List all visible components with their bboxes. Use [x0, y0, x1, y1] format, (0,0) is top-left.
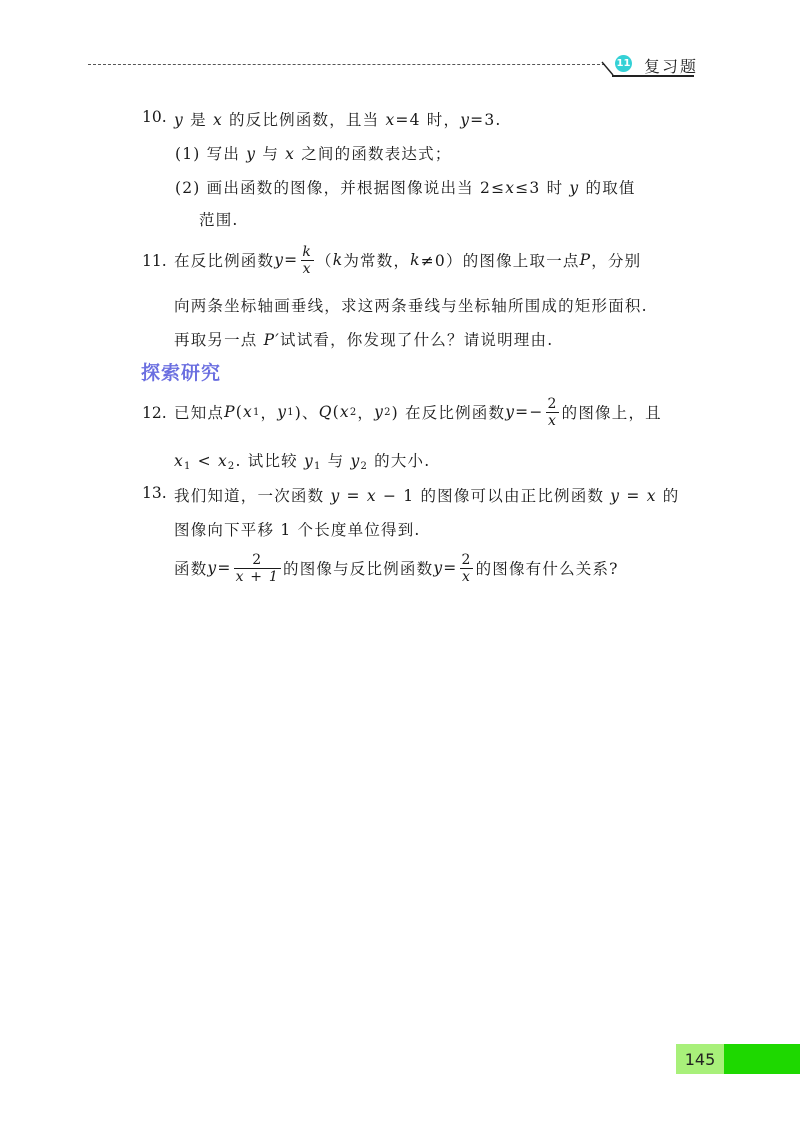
- problem-11-line-2: 向两条坐标轴画垂线，求这两条垂线与坐标轴所围成的矩形面积.: [174, 297, 648, 315]
- fraction-2-over-x-b: $\frac{2}{x}$: [461, 551, 472, 585]
- problem-13-line-1: 我们知道，一次函数 y = x − 1 的图像可以由正比例函数 y = x 的: [174, 487, 680, 505]
- problem-11-number: 11.: [142, 252, 167, 270]
- page-number: 145: [676, 1044, 724, 1074]
- problem-10-number: 10.: [142, 108, 167, 126]
- chapter-number-badge: 11: [615, 55, 632, 72]
- problem-12-line-2: $x_1 < x_2$. 试比较 $y_1$ 与 $y_2$ 的大小.: [174, 452, 431, 472]
- page-header: [0, 0, 800, 90]
- fraction-k-over-x: $\frac{k}{x}$: [302, 243, 313, 277]
- problem-13-line-3: 函数 y = $\frac{2}{x + 1}$ 的图像与反比例函数 y = $\frac{2}{x}$ 的图像有什么关系?: [174, 551, 619, 585]
- problem-13-line-2: 图像向下平移 1 个长度单位得到.: [174, 521, 421, 539]
- section-title: 探索研究: [141, 362, 222, 384]
- problem-12-number: 12.: [142, 404, 167, 422]
- chapter-title: 复习题: [644, 57, 699, 76]
- problem-10-stem: y 是 x 的反比例函数，且当 x=4 时，y=3.: [174, 111, 502, 129]
- problem-11-line-1: 在反比例函数 y = $\frac{k}{x}$ （ k 为常数， k ≠0）的图像上取一点 P ，分别: [174, 243, 642, 277]
- problem-12-line-1: 已知点 P ( x 1 ， y 1 )、 Q ( x 2 ， y 2 ) 在反比例函数 y =− $\frac{2}{x}$ 的图像上，且: [174, 395, 662, 429]
- header-dashed-rule: [88, 64, 605, 65]
- problem-10-part-1: (1) 写出 y 与 x 之间的函数表达式；: [175, 145, 452, 163]
- problem-10-part-2: (2) 画出函数的图像，并根据图像说出当 2≤x≤3 时 y 的取值: [175, 179, 636, 197]
- fraction-2-over-x-plus-1: $\frac{2}{x + 1}$: [235, 551, 279, 585]
- problem-11-line-3: 再取另一点 P′试试看，你发现了什么？请说明理由.: [174, 331, 554, 349]
- problem-13-number: 13.: [142, 484, 167, 502]
- problem-10-part-2-cont: 范围.: [199, 211, 239, 229]
- fraction-2-over-x: $\frac{2}{x}$: [547, 395, 558, 429]
